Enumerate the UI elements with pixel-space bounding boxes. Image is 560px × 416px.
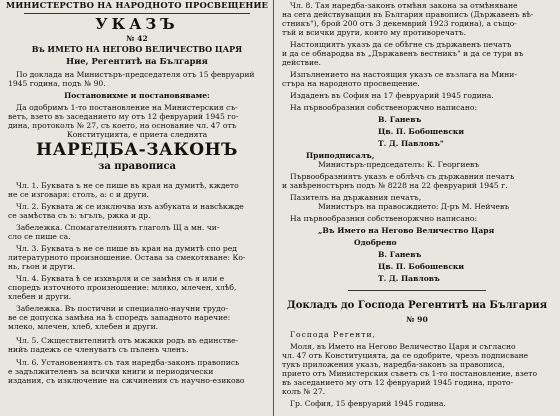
article-line: Чл. 2. Буквата ж се изключва изъ азбуката и навсѣкжде (16, 202, 244, 211)
article-line: ве се допуска замѣна на ѣ споредъ западното наречие: (8, 313, 231, 322)
article-line: Чл. 8. Тая наредба-законъ отмѣня закона за отмѣняване (290, 1, 518, 10)
decree-name-line: Въ ИМЕТО НА НЕГОВО ВЕЛИЧЕСТВО ЦАРЯ (31, 45, 243, 54)
report-ref-1: По доклада на Министъръ-председателя отъ 15 февруарий (16, 70, 255, 79)
report-ref-2: 1945 година, подъ № 90. (8, 79, 106, 88)
ministry-heading: МИНИСТЕРСТВО НА НАРОДНОТО ПРОСВЕЩЕНИЕ (5, 1, 269, 10)
article-line: на сега действуващия въ България правописъ (Държавенъ вѣ- (282, 10, 534, 19)
report-number: № 90 (406, 315, 428, 324)
registration-line: и завѣреностърнъ подъ № 8228 на 22 февруарий 1945 г. (282, 181, 508, 190)
article-line: издания, съ изключение на сжчинения съ научно-езиково (8, 376, 245, 385)
resolved-line: Постановихме и постановяваме: (64, 91, 210, 100)
resolution-line: дина, протоколъ № 27, съ което, на основание чл. 47 отъ (8, 121, 237, 130)
header-rule (24, 13, 250, 14)
article-line: литературното произношение. Остава за смекотяване: Ко- (8, 253, 246, 262)
prime-minister-line: Министъръ-председателъ: К. Георгиевъ (318, 160, 480, 169)
registration-line: Първообразниятъ указъ е облѣчъ съ държавния печатъ (290, 172, 515, 181)
article-line: е задължителенъ за всички книги и периодически (8, 367, 214, 376)
article-line: Чл. 1. Буквата ъ не се пише въ края на думитѣ, кждето (16, 181, 239, 190)
signer-name: Цв. П. Бобошевски (378, 262, 465, 271)
article-line: Забележка. Спомагателниятъ глаголъ Щ а мн. чи- (16, 223, 220, 232)
signer-name: В. Ганевъ (378, 250, 422, 259)
article-line: сло се пише са. (8, 232, 71, 241)
report-line: Моля, въ Името на Негово Величество Царя и съгласно (290, 342, 516, 351)
section-rule (348, 290, 486, 291)
column-divider (273, 0, 274, 416)
article-line: хлебен и други. (8, 292, 72, 301)
resolution-line: Да одобримъ 1-то постановление на Министерския съ- (16, 103, 238, 112)
article-line: Чл. 6. Установениятъ съ тая наредба-законъ правопись (16, 358, 240, 367)
law-subtitle: за правописа (97, 161, 177, 172)
article-line: споредъ източното произношение: мляко, млечен, хлѣб, (8, 283, 237, 292)
signer-name: В. Ганевъ (378, 115, 422, 124)
report-line: прието отъ Министерския съветъ съ 1-то постановление, взето (282, 369, 538, 378)
law-title: НАРЕДБА-ЗАКОНЪ (36, 141, 238, 160)
report-line: колъ № 27. (282, 387, 326, 396)
article-line: се замѣства съ ъ: ъгълъ, ржка и др. (8, 211, 151, 220)
salutation: Господа Регенти, (290, 330, 376, 339)
article-line: стникъ"), брой 200 отъ 3 декемврий 1923 година), а също- (282, 19, 517, 28)
article-line: Чл. 4. Буквата ѣ се изхвърля и се замѣня съ я или е (16, 274, 225, 283)
resolution-line: ветъ, взето въ заседанието му отъ 12 февруарий 1945 го- (8, 112, 239, 121)
original-signed-line: На първообразния собственоржчно написано: (290, 103, 478, 112)
seal-keeper-line: Министъръ на правосждието: Д-ръ М. Нейчевъ (318, 202, 510, 211)
article-line: нь, гьон и други. (8, 262, 76, 271)
article-line: Чл. 3. Буквата ъ не се пише въ края на думитѣ спо ред (16, 244, 237, 253)
article-line: нийъ падежъ се членуватъ съ пъленъ членъ. (8, 345, 189, 354)
decree-title: УКАЗЪ (95, 16, 179, 33)
regents-line: Ние, Регентитѣ на България (66, 57, 208, 66)
issued-line: Издаденъ въ София на 17 февруарий 1945 година. (290, 91, 494, 100)
decree-number: № 42 (126, 34, 148, 43)
article-line: млеко, млечен, хлеб, хлебен и други. (8, 322, 159, 331)
original-signed-line: На първообразния собственоржчно написано: (290, 214, 478, 223)
publication-para: действие. (282, 58, 321, 67)
decree-name-line: „Въ Името на Негово Величество Царя (318, 226, 495, 235)
report-line: тукъ приложения указъ, наредба-законъ за правописа, (282, 360, 505, 369)
article-line: не се изговаря: столъ, а: с и други. (8, 190, 149, 199)
left-column (4, 0, 270, 416)
report-date: Гр. София, 15 февруарий 1945 година. (290, 399, 446, 408)
article-line: Чл. 5. Сжществителнитѣ отъ мжжки родъ въ единстве- (16, 336, 239, 345)
countersigned-line: Приподписалъ, (306, 151, 375, 160)
article-line: тъй и всички други, които му противоречатъ. (282, 28, 466, 37)
signer-name: Т. Д. Павловъ (378, 274, 440, 283)
article-line: Забележка. Въ постични и специално-научни трудо- (16, 304, 228, 313)
signer-name: Цв. П. Бобошевски (378, 127, 465, 136)
approved-line: Одобрено (354, 238, 397, 247)
seal-keeper-line: Пазителъ на държавния печатъ, (290, 193, 422, 202)
execution-para: стъра на народното просвещение. (282, 79, 420, 88)
report-title: Докладъ до Господа Регентитѣ на България (286, 300, 548, 311)
report-line: въ заседанието му отъ 12 февруарий 1945 година, прото- (282, 378, 514, 387)
report-line: чл. 47 отъ Конституцията, да се одобрите, чрезъ подписване (282, 351, 529, 360)
publication-para: и да се обнародва въ „Държавенъ вестникъ" и да се тури въ (282, 49, 524, 58)
resolution-line: Конституцията, е приета следнята (66, 130, 208, 139)
signer-name: Т. Д. Павловъ" (378, 139, 444, 148)
publication-para: Настоящиятъ указъ да се обѣгне съ държавенъ печатъ (290, 40, 512, 49)
execution-para: Изпълнението на настоящия указъ се възлага на Мини- (290, 70, 517, 79)
right-column (278, 0, 556, 416)
